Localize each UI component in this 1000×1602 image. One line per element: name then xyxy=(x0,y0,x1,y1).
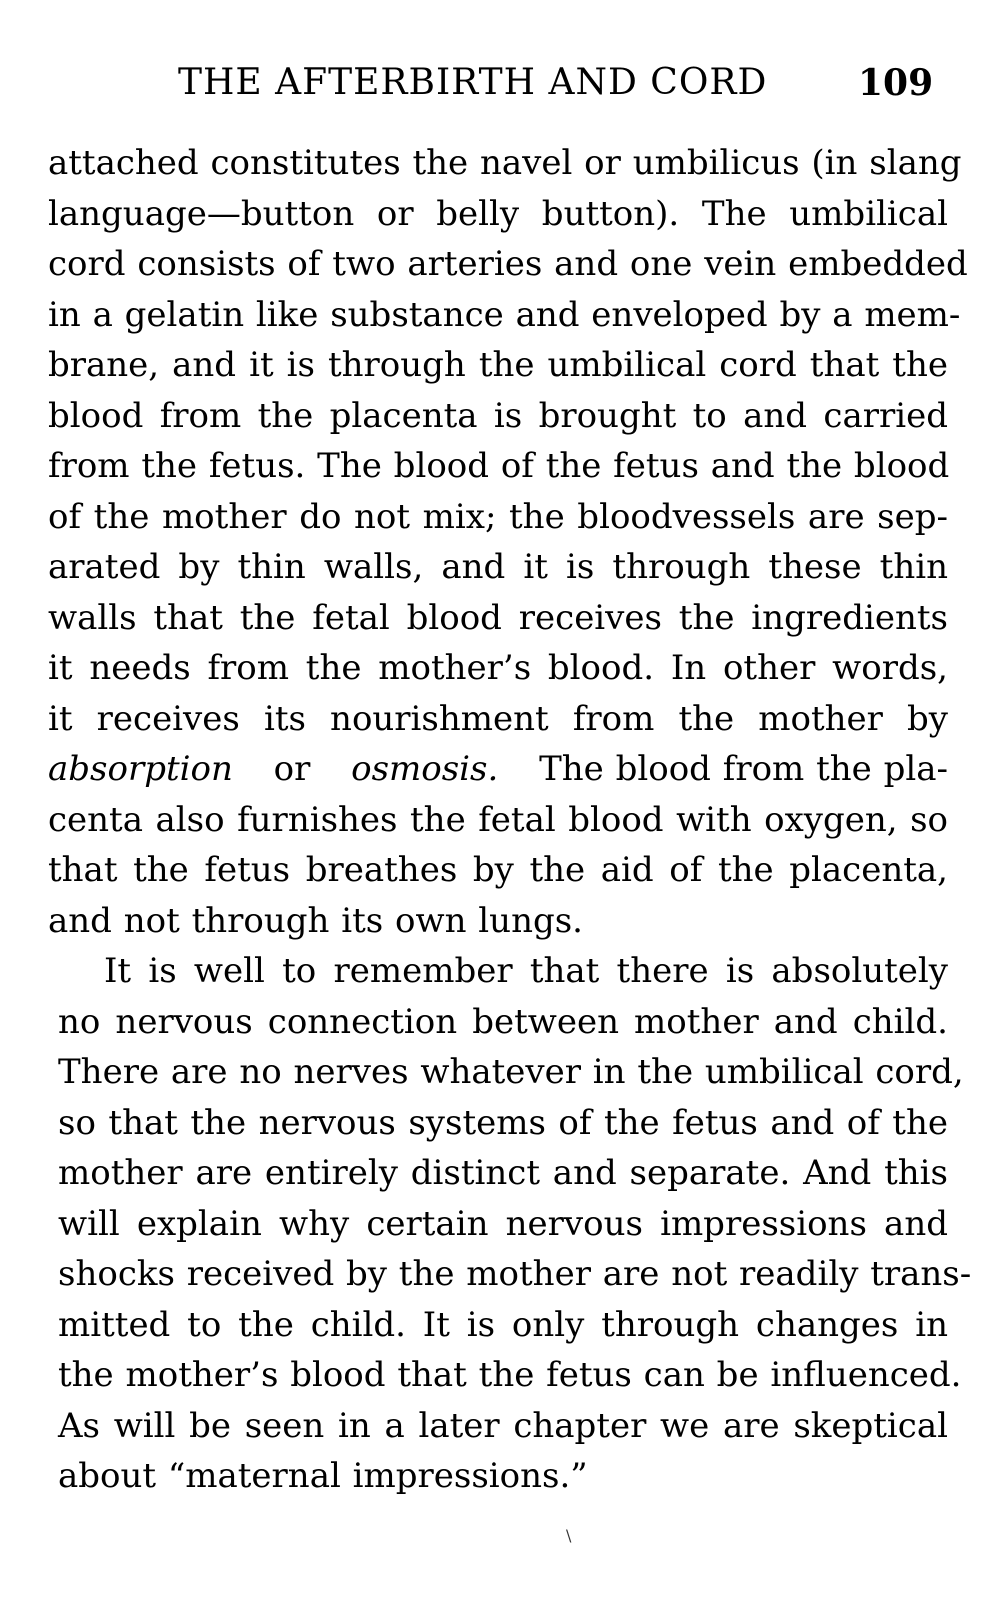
page-header xyxy=(0,58,1000,108)
stray-print-mark: \ xyxy=(566,1526,572,1545)
text-line: mitted to the child. It is only through changes in xyxy=(58,1304,948,1345)
text-line: blood from the placenta is brought to and carried xyxy=(48,395,948,436)
text-line: of the mother do not mix; the bloodvessels are sep- xyxy=(48,496,948,537)
page-number: 109 xyxy=(858,62,934,104)
text-line: walls that the fetal blood receives the ingredients xyxy=(48,597,948,638)
text-line: shocks received by the mother are not readily trans- xyxy=(58,1254,972,1294)
text-line: it needs from the mother’s blood. In other words, xyxy=(48,648,948,688)
text-line: brane, and it is through the umbilical cord that the xyxy=(48,345,948,385)
text-line: arated by thin walls, and it is through these thin xyxy=(48,547,948,587)
connector-word: or xyxy=(273,749,311,789)
italic-term-osmosis: osmosis. xyxy=(351,749,499,789)
text-line: it receives its nourishment from the mother by xyxy=(48,698,948,739)
running-title: THE AFTERBIRTH AND CORD xyxy=(178,62,768,103)
text-line-italic-terms xyxy=(48,744,948,795)
text-line: and not through its own lungs. xyxy=(48,900,583,941)
text-line: from the fetus. The blood of the fetus and the blood xyxy=(48,446,950,486)
italic-term-absorption: absorption xyxy=(48,749,233,789)
line-remainder: The blood from the pla- xyxy=(539,749,948,789)
text-line: There are no nerves whatever in the umbilical cord, xyxy=(58,1052,964,1092)
text-line: in a gelatin like substance and enveloped by a mem- xyxy=(48,294,961,335)
text-line: no nervous connection between mother and child. xyxy=(58,1001,948,1042)
text-line: attached constitutes the navel or umbilicus (in slang xyxy=(48,143,962,183)
paragraph-1 xyxy=(48,138,968,946)
text-line: language—button or belly button). The umbilical xyxy=(48,193,948,234)
text-line: cord consists of two arteries and one vein embedded xyxy=(48,244,968,284)
text-line: As will be seen in a later chapter we are skeptical xyxy=(58,1405,948,1446)
text-line: that the fetus breathes by the aid of the placenta, xyxy=(48,850,948,890)
body-text xyxy=(48,138,972,1502)
text-line: centa also furnishes the fetal blood with oxygen, so xyxy=(48,799,948,840)
text-line: the mother’s blood that the fetus can be influenced. xyxy=(58,1355,962,1395)
text-line: about “maternal impressions.” xyxy=(58,1456,588,1496)
text-line: will explain why certain nervous impressions and xyxy=(58,1203,948,1244)
text-line: It is well to remember that there is absolutely xyxy=(104,951,948,991)
text-line: so that the nervous systems of the fetus and of the xyxy=(58,1102,948,1143)
text-line: mother are entirely distinct and separate. And this xyxy=(58,1153,948,1193)
paragraph-2 xyxy=(48,946,972,1502)
